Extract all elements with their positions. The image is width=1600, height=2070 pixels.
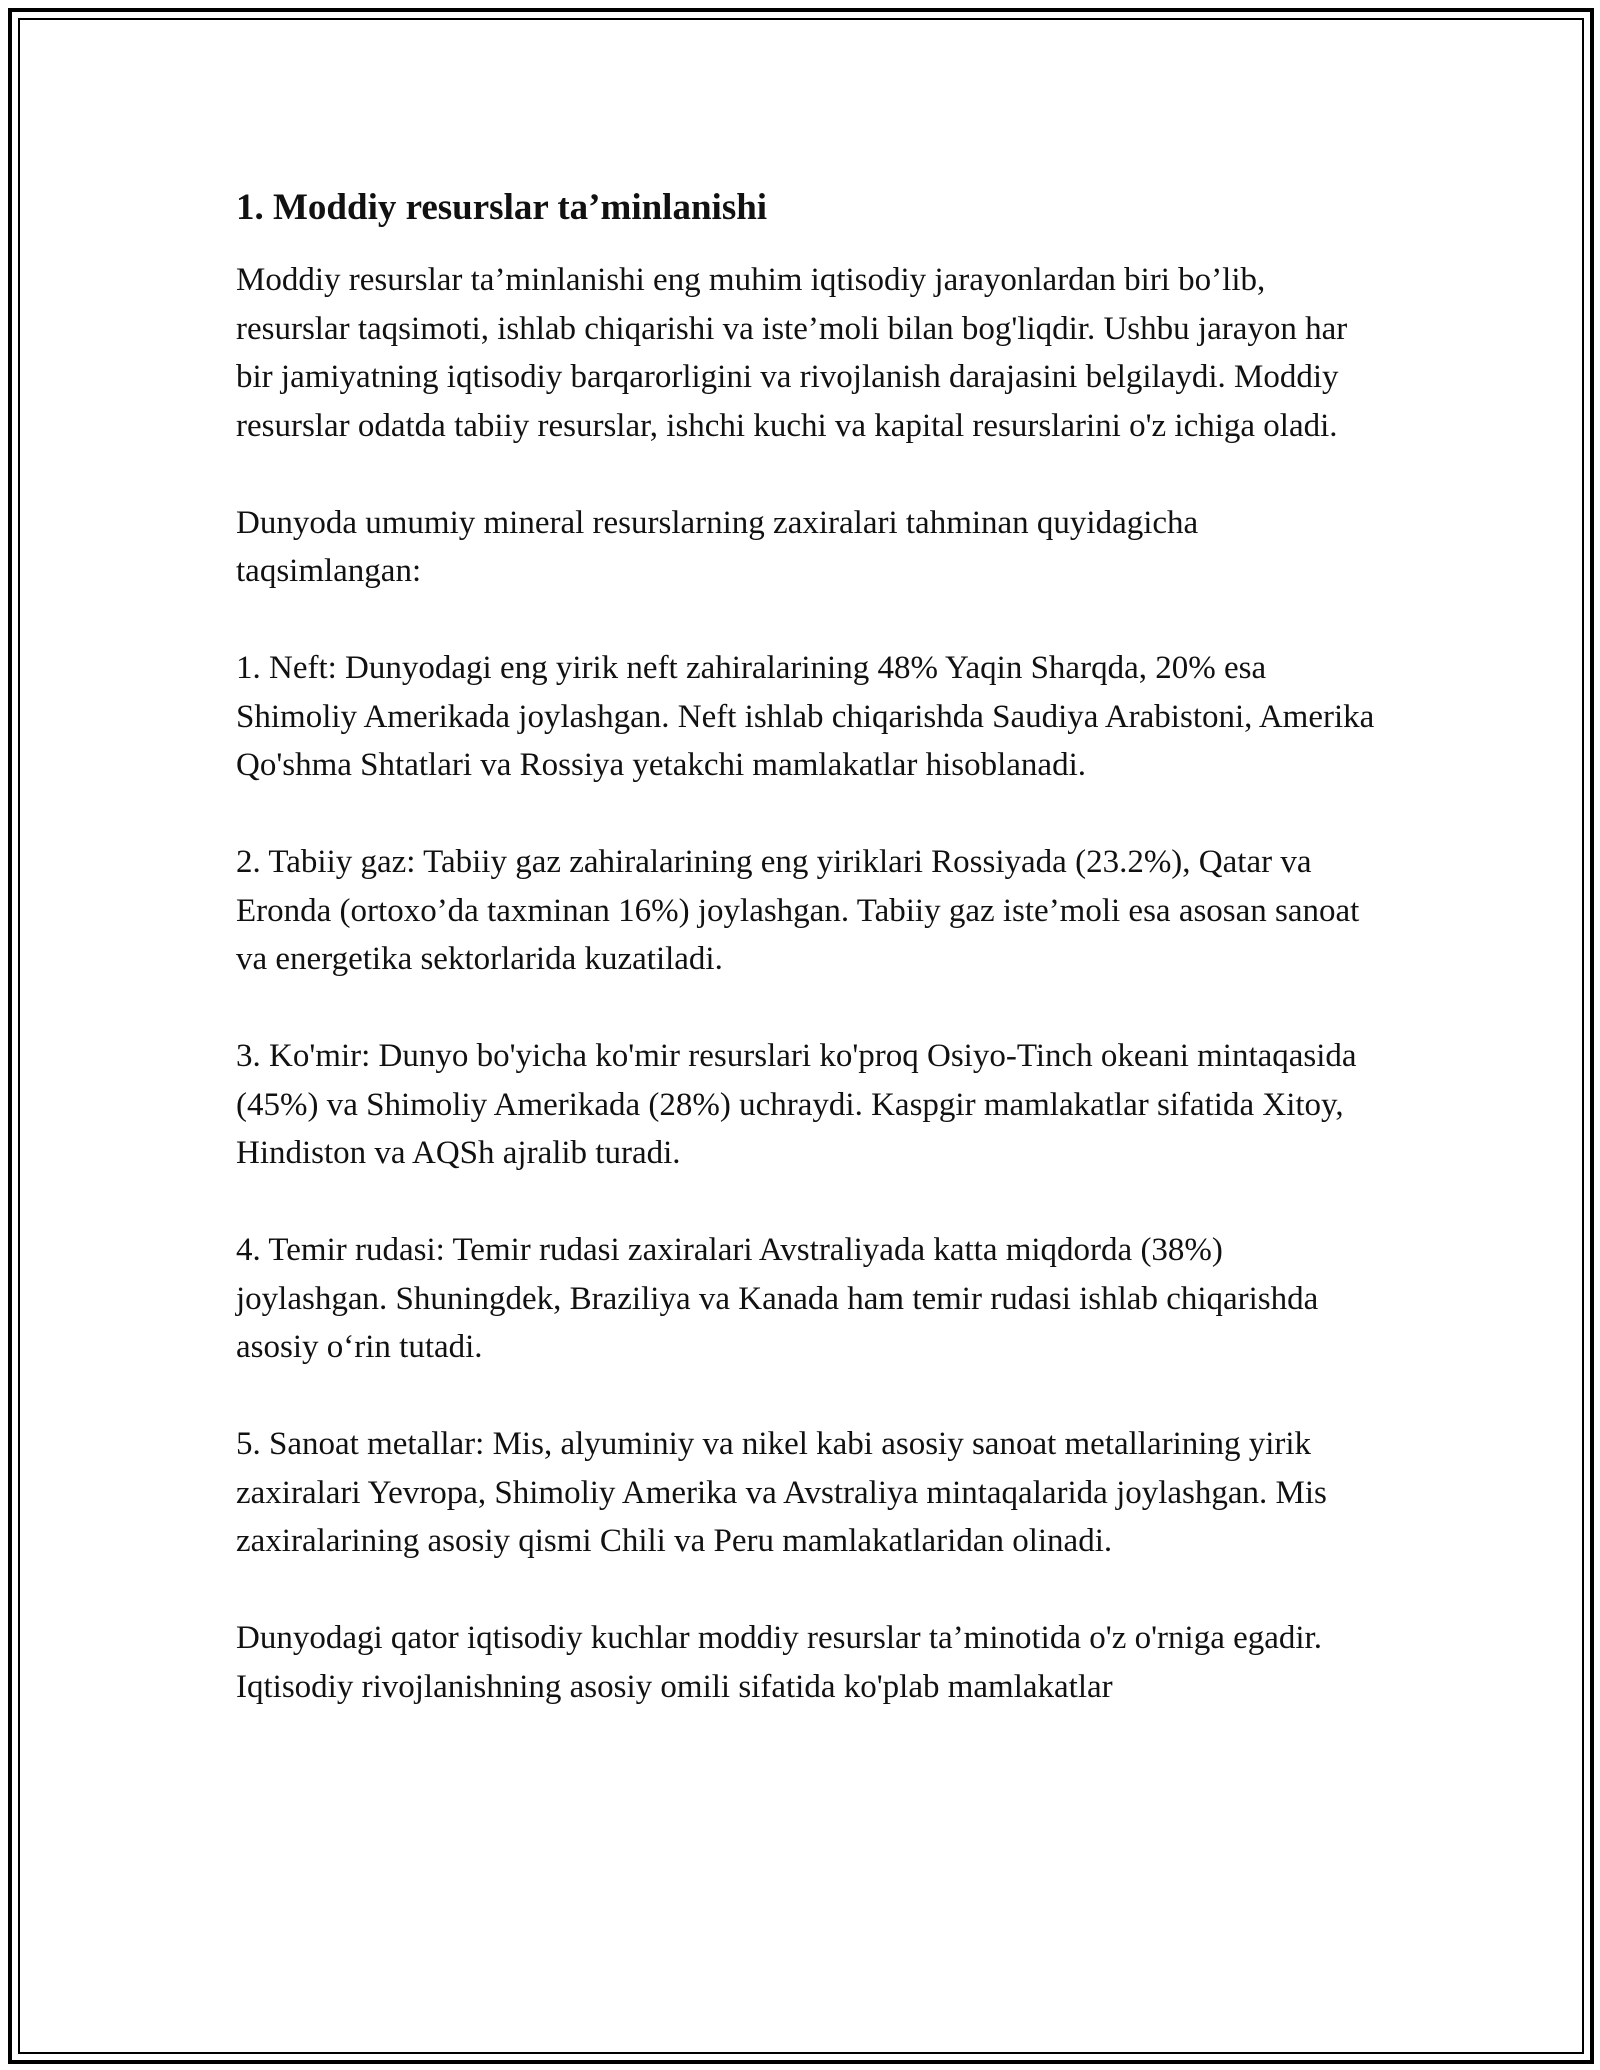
document-body bbox=[236, 186, 1376, 1760]
paragraph-industrial-metals: 5. Sanoat metallar: Mis, alyuminiy va nikel kabi asosiy sanoat metallarining yirik zaxiralari Yevropa, Shimoliy Amerika va Avstraliya mintaqalarida joylashgan. Mis zaxiralarining asosiy qismi Chili va Peru mamlakatlaridan olinadi. bbox=[236, 1426, 1327, 1559]
paragraph-intro: Moddiy resurslar ta’minlanishi eng muhim iqtisodiy jarayonlardan biri bo’lib, resurslar taqsimoti, ishlab chiqarishi va iste’moli bilan bog'liqdir. Ushbu jarayon har bir jamiyatning iqtisodiy barqarorligini va rivojlanish darajasini belgilaydi. Moddiy resurslar odatda tabiiy resurslar, ishchi kuchi va kapital resurslarini o'z ichiga oladi. bbox=[236, 262, 1348, 444]
paragraph-oil: 1. Neft: Dunyodagi eng yirik neft zahiralarining 48% Yaqin Sharqda, 20% esa Shimoliy Amerikada joylashgan. Neft ishlab chiqarishda Saudiya Arabistoni, Amerika Qo'shma Shtatlari va Rossiya yetakchi mamlakatlar hisoblanadi. bbox=[236, 650, 1375, 783]
paragraph-natural-gas: 2. Tabiiy gaz: Tabiiy gaz zahiralarining eng yiriklari Rossiyada (23.2%), Qatar va Eronda (ortoxo’da taxminan 16%) joylashgan. Tabiiy gaz iste’moli esa asosan sanoat va energetika sektorlarida kuzatiladi. bbox=[236, 844, 1360, 977]
paragraph-distribution-lead: Dunyoda umumiy mineral resurslarning zaxiralari tahminan quyidagicha taqsimlangan: bbox=[236, 504, 1199, 589]
paragraph-conclusion: Dunyodagi qator iqtisodiy kuchlar moddiy resurslar ta’minotida o'z o'rniga egadir. Iqtisodiy rivojlanishning asosiy omili sifatida ko'plab mamlakatlar bbox=[236, 1620, 1322, 1705]
paragraph-coal: 3. Ko'mir: Dunyo bo'yicha ko'mir resurslari ko'proq Osiyo-Tinch okeani mintaqasida (45%) va Shimoliy Amerikada (28%) uchraydi. Kaspgir mamlakatlar sifatida Xitoy, Hindiston va AQSh ajralib turadi. bbox=[236, 1038, 1357, 1171]
section-heading: 1. Moddiy resurslar ta’minlanishi bbox=[236, 187, 768, 228]
paragraph-iron-ore: 4. Temir rudasi: Temir rudasi zaxiralari Avstraliyada katta miqdorda (38%) joylashgan. Shuningdek, Braziliya va Kanada ham temir rudasi ishlab chiqarishda asosiy o‘rin tutadi. bbox=[236, 1232, 1319, 1365]
